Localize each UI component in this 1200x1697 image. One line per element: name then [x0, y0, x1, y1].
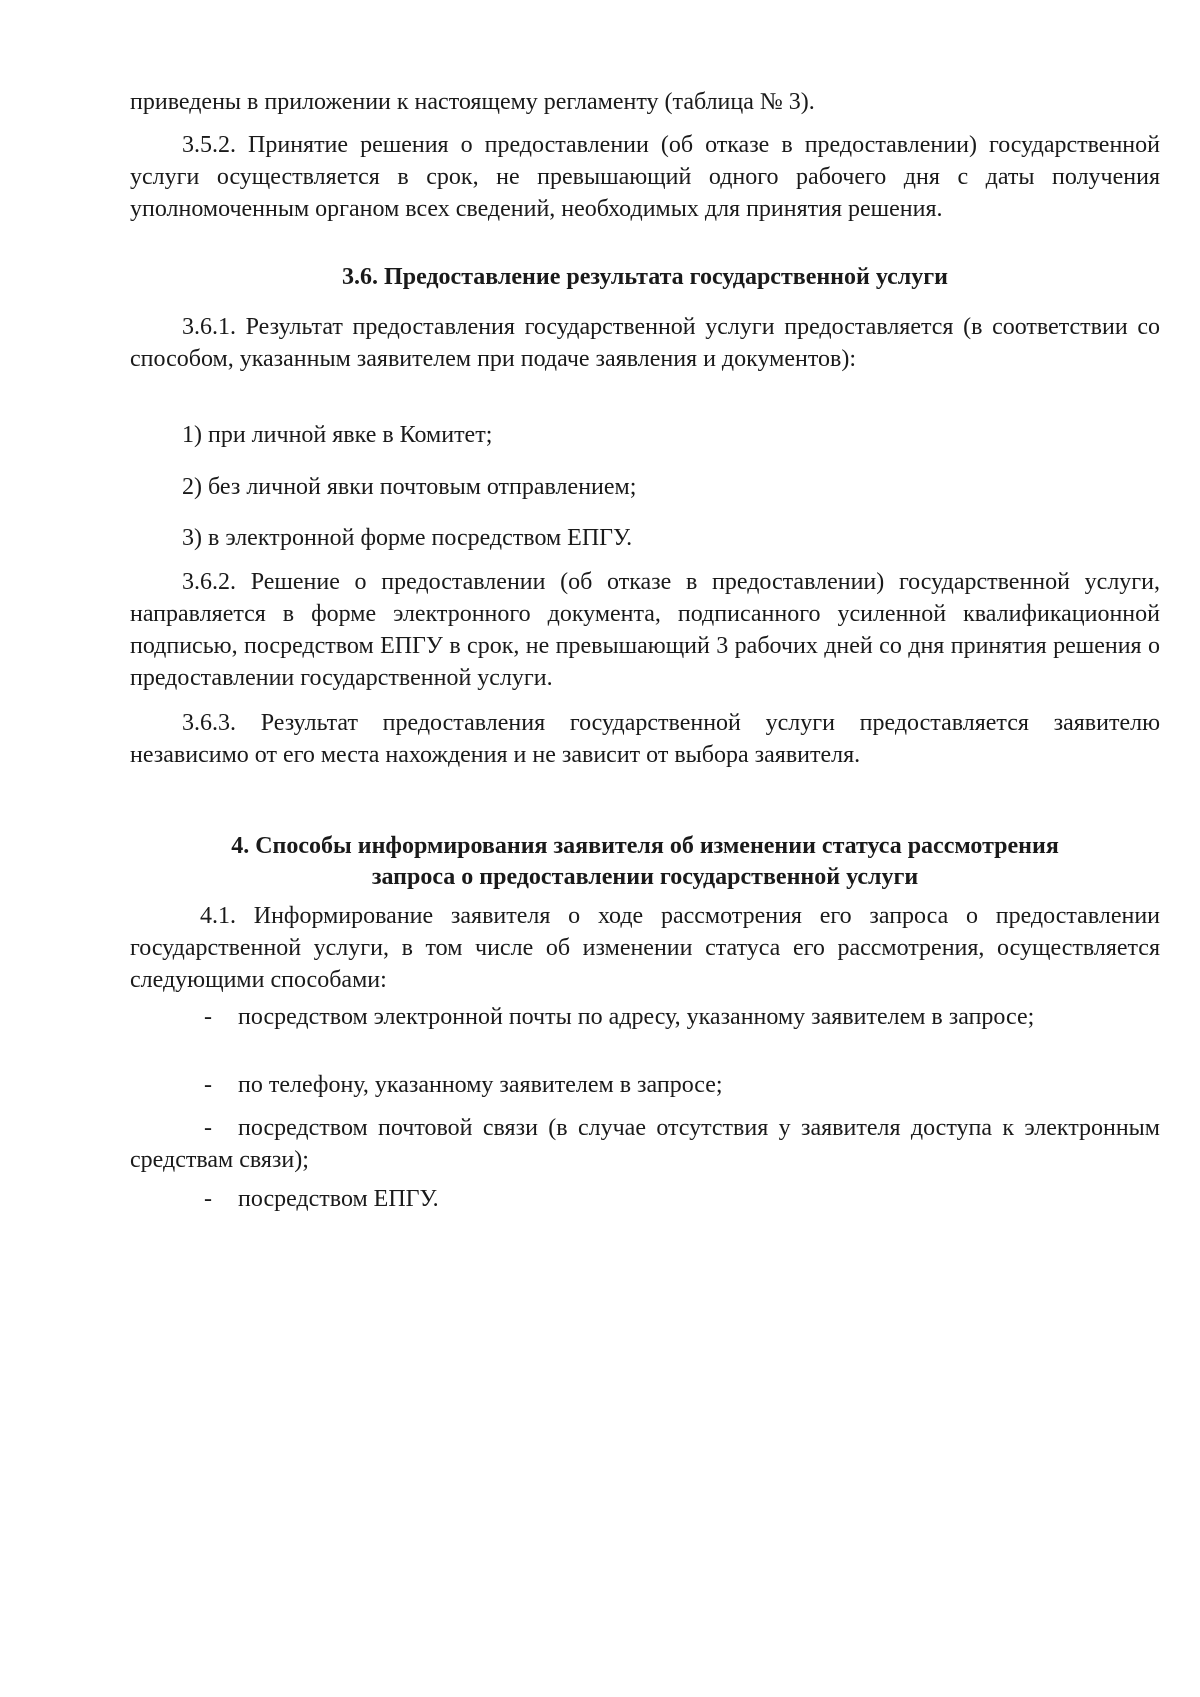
bullet-text: посредством ЕПГУ. [238, 1186, 439, 1212]
bullet-dash: - [204, 1186, 212, 1212]
paragraph-3-6-2: 3.6.2. Решение о предоставлении (об отказе в предоставлении) государственной услуги, направляется в форме электронного документа, подписанного усиленной квалификационной подписью, посредством ЕПГУ в срок, не превышающий 3 рабочих дней со дня принятия решения о предоставлении государственной услуги. [130, 569, 1160, 691]
bullet-dash: - [204, 1072, 212, 1098]
bullet-item-phone [130, 1069, 1160, 1101]
bullet-dash: - [204, 1004, 212, 1030]
paragraph-continuation: приведены в приложении к настоящему регламенту (таблица № 3). [130, 89, 815, 115]
paragraph-3-6-3: 3.6.3. Результат предоставления государственной услуги предоставляется заявителю независимо от его места нахождения и не зависит от выбора заявителя. [130, 710, 1160, 768]
bullet-item-email [130, 1001, 1160, 1033]
list-item-3-6-1-a: 1) при личной явке в Комитет; [182, 422, 493, 448]
paragraph-4-1: 4.1. Информирование заявителя о ходе рассмотрения его запроса о предоставлении государственной услуги, в том числе об изменении статуса его рассмотрения, осуществляется следующими способами: [130, 903, 1160, 993]
paragraph-3-6-1: 3.6.1. Результат предоставления государственной услуги предоставляется (в соответствии со способом, указанным заявителем при подаче заявления и документов): [130, 314, 1160, 372]
bullet-item-post [130, 1112, 1160, 1176]
bullet-dash: - [204, 1115, 212, 1141]
paragraph-3-5-2: 3.5.2. Принятие решения о предоставлении (об отказе в предоставлении) государственной услуги осуществляется в срок, не превышающий одного рабочего дня с даты получения уполномоченным органом всех сведений, необходимых для принятия решения. [130, 132, 1160, 222]
bullet-text: посредством почтовой связи (в случае отсутствия у заявителя доступа к электронным средствам связи); [130, 1115, 1160, 1173]
bullet-text: по телефону, указанному заявителем в запросе; [238, 1072, 723, 1098]
bullet-item-epgu [130, 1183, 1160, 1215]
heading-4-line-1: 4. Способы информирования заявителя об изменении статуса рассмотрения [231, 833, 1059, 859]
list-item-3-6-1-b: 2) без личной явки почтовым отправлением; [182, 474, 637, 500]
heading-3-6: 3.6. Предоставление результата государственной услуги [342, 264, 948, 290]
bullet-text: посредством электронной почты по адресу, указанному заявителем в запросе; [238, 1004, 1035, 1030]
list-item-3-6-1-c: 3) в электронной форме посредством ЕПГУ. [182, 525, 633, 551]
heading-4-line-2: запроса о предоставлении государственной услуги [371, 864, 919, 890]
